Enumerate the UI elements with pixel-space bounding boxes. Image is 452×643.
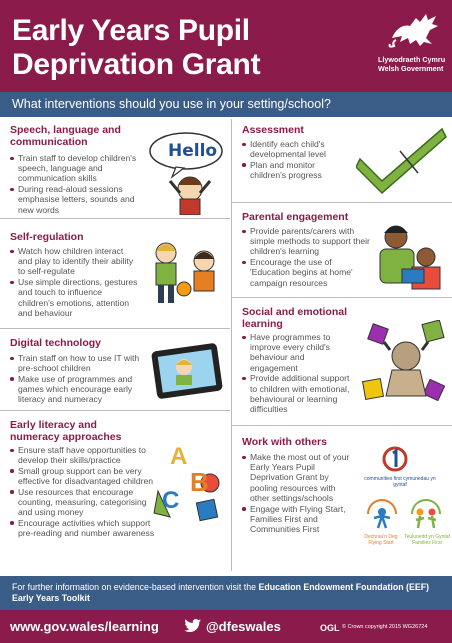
list-item: During read-aloud sessions emphasise letters, sounds and new words [10, 184, 138, 215]
gov-name-welsh: Llywodraeth Cymru [378, 55, 446, 64]
bullet-list [10, 246, 138, 318]
list-item: Provide parents/carers with simple methods to support their children's learning [242, 226, 370, 257]
section-title [242, 306, 347, 330]
list-item: Small group support can be very effective for disadvantaged children [10, 466, 156, 486]
further-info-note [0, 576, 452, 610]
section-work-with-others [232, 426, 452, 571]
bullet-list [242, 452, 354, 535]
section-title [10, 419, 121, 443]
section-digital [0, 329, 230, 411]
list-item: Provide additional support to children with emotional, behavioural or learning difficulties [242, 373, 352, 414]
parent-reading-illustration-icon [372, 217, 450, 295]
list-item: Use simple directions, gestures and touch to influence children's emotions, attention and behaviour [10, 277, 138, 318]
hello-bubble-text: Hello [168, 141, 218, 161]
bullet-list [242, 139, 352, 181]
list-item: Encourage activities which support pre-reading and number awareness [10, 518, 156, 538]
section-title: Self-regulation [10, 231, 84, 243]
eef-toolkit-link[interactable]: Education Endowment Foundation (EEF) Early Years Toolkit [12, 582, 430, 603]
communities-first-logo-icon [382, 446, 408, 472]
website-link[interactable]: www.gov.wales/learning [10, 619, 159, 634]
note-text: For further information on evidence-based intervention visit the [12, 582, 259, 592]
list-item: Watch how children interact and play to identify their ability to self-regulate [10, 246, 138, 277]
section-speech [0, 119, 230, 219]
title-line: communication [10, 136, 88, 148]
footer-bar [0, 610, 452, 643]
title-line: Early literacy and [10, 419, 97, 431]
list-item: Have programmes to improve every child's behaviour and engagement [242, 332, 352, 373]
twitter-bird-icon [184, 618, 202, 634]
families-first-logo-icon [408, 496, 444, 532]
letter-b: B [190, 467, 209, 497]
list-item: Plan and monitor children's progress [242, 160, 352, 180]
section-title [10, 124, 121, 148]
title-line: numeracy approaches [10, 431, 122, 443]
list-item: Make use of programmes and games which encourage early literacy and numeracy [10, 374, 148, 405]
title-line: Social and emotional [242, 306, 348, 318]
copyright-text: © Crown copyright 2015 WG26724 [342, 624, 428, 630]
title-line: learning [242, 318, 283, 330]
bullet-list [10, 353, 148, 405]
ogl-logo: OGL [320, 623, 340, 633]
list-item: Make the most out of your Early Years Pupil Deprivation Grant by pooling resources with other settings/schools [242, 452, 354, 503]
welsh-dragon-logo-icon [386, 8, 442, 50]
section-parental [232, 203, 452, 298]
page-title [12, 14, 260, 82]
list-item: Identify each child's developmental level [242, 139, 352, 159]
gov-name-english: Welsh Government [378, 64, 444, 73]
title-line: Speech, language and [10, 124, 121, 136]
bullet-list [242, 332, 352, 415]
flying-start-logo-icon [364, 496, 400, 532]
list-item: Ensure staff have opportunities to develop their skills/practice [10, 445, 156, 465]
list-item: Train staff on how to use IT with pre-school children [10, 353, 148, 373]
section-self-regulation [0, 219, 230, 329]
section-literacy [0, 411, 230, 575]
families-first-label: Teuluoedd yn Gyntaf Families First [404, 534, 450, 546]
right-column [231, 119, 452, 571]
list-item: Encourage the use of 'Education begins at home' campaign resources [242, 257, 370, 288]
twitter-handle-link[interactable]: @dfeswales [206, 619, 281, 634]
tablet-illustration-icon [150, 341, 224, 403]
child-with-shapes-illustration-icon [362, 320, 450, 406]
letter-c: C [162, 487, 180, 514]
page-title-line1: Early Years Pupil [12, 14, 250, 47]
communities-first-label: communities first cymunedau yn gyntaf [364, 476, 436, 488]
section-title: Parental engagement [242, 211, 349, 223]
flying-start-label: Dechrau'n Deg Flying Start [364, 534, 398, 546]
bullet-list [10, 445, 156, 539]
page-title-line2: Deprivation Grant [12, 48, 261, 81]
list-item: Use resources that encourage counting, measuring, categorising and using money [10, 487, 156, 518]
list-item: Train staff to develop children's speech, language and communication skills [10, 153, 138, 184]
question-banner: What interventions should you use in your setting/school? [0, 92, 452, 117]
section-social [232, 298, 452, 426]
letter-a: A [170, 443, 188, 470]
section-title: Assessment [242, 124, 304, 136]
bullet-list [242, 226, 370, 288]
government-name [378, 55, 445, 73]
checkmark-illustration-icon [356, 123, 450, 197]
section-assessment [232, 119, 452, 203]
section-title: Work with others [242, 436, 327, 448]
header-banner [0, 0, 452, 92]
bullet-list [10, 153, 138, 215]
section-title: Digital technology [10, 337, 102, 349]
children-playing-illustration-icon [146, 231, 226, 313]
list-item: Engage with Flying Start, Families First and Communities First [242, 504, 354, 535]
